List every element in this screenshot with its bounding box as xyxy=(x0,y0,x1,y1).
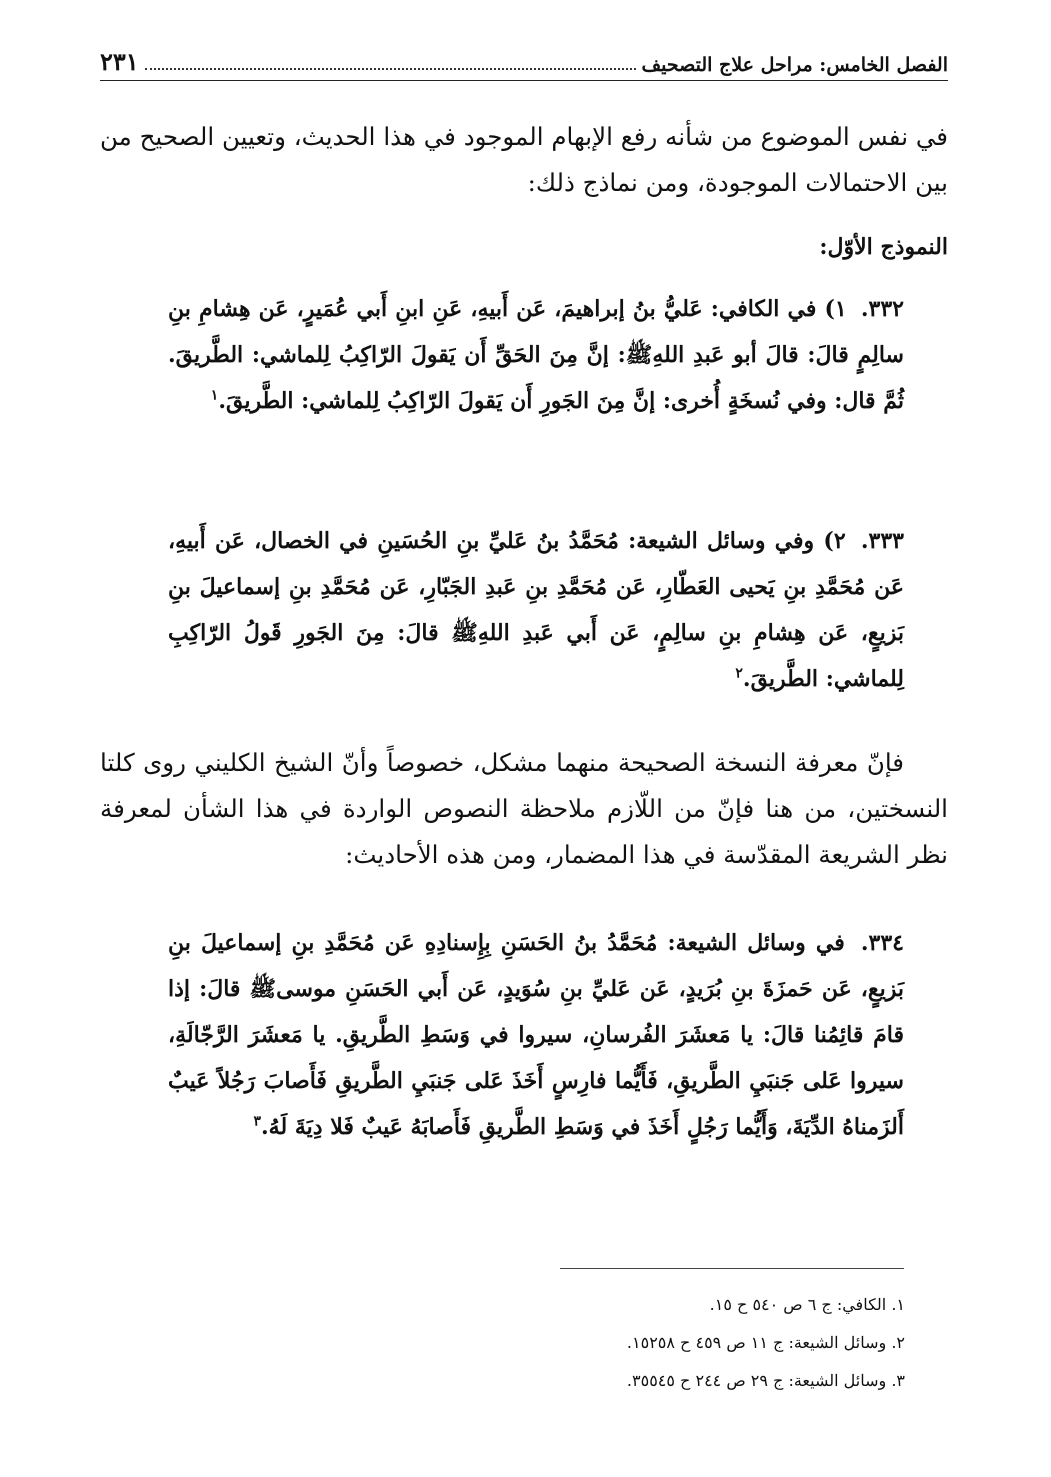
header-rule xyxy=(100,80,948,81)
middle-text: فإنّ معرفة النسخة الصحيحة منهما مشكل، خصوصاً وأنّ الشيخ الكليني روى كلتا النسختين، من هنا فإنّ من اللّازم ملاحظة النصوص الواردة في هذا الشأن لمعرفة نظر الشريعة المقدّسة في هذا المضمار، ومن هذه الأحاديث: xyxy=(100,748,948,869)
page-number: ٢٣١ xyxy=(100,47,139,76)
middle-paragraph xyxy=(100,740,948,878)
hadith-332 xyxy=(168,286,904,424)
footnote-1: ١. الكافي: ج ٦ ص ٥٤٠ ح ١٥. xyxy=(709,1295,905,1314)
footnote-ref: ١ xyxy=(210,387,219,404)
hadith-number: ٣٣٤. xyxy=(860,930,904,956)
footnote-ref: ٢ xyxy=(735,665,743,682)
chapter-title: الفصل الخامس: مراحل علاج التصحيف xyxy=(641,54,948,76)
hadith-text: ١) في الكافي: عَليُّ بنُ إبراهيمَ، عَن أَبيهِ، عَنِ ابنِ أَبي عُمَيرٍ، عَن هِشامِ بنِ سالِمٍ قالَ: قالَ أبو عَبدِ اللهِ‏ﷺ: إنَّ مِنَ الحَقِّ أَن يَقولَ الرّاكِبُ لِلماشي: الطَّريقَ. ثُمَّ قال: وفي نُسخَةٍ أُخرى: إنَّ مِنَ الجَورِ أَن يَقولَ الرّاكِبُ لِلماشي: الطَّريقَ. xyxy=(168,296,904,414)
footnotes xyxy=(505,1286,905,1400)
intro-paragraph xyxy=(100,114,948,206)
footnote-3: ٣. وسائل الشيعة: ج ٢٩ ص ٢٤٤ ح ٣٥٥٤٥. xyxy=(626,1371,905,1390)
hadith-333 xyxy=(168,518,904,702)
section-heading: النموذج الأوّل: xyxy=(819,234,948,260)
hadith-text: في وسائل الشيعة: مُحَمَّدُ بنُ الحَسَنِ بِإِسنادِهِ عَن مُحَمَّدِ بنِ إسماعيلَ بنِ بَزيعٍ، عَن حَمزَةَ بنِ بُرَيدٍ، عَن عَليِّ بنِ سُوَيدٍ، عَن أَبي الحَسَنِ موسى‏ﷺ قالَ: إذا قامَ قائِمُنا قالَ: يا مَعشَرَ الفُرسانِ، سيروا في وَسَطِ الطَّريقِ. يا مَعشَرَ الرَّجّالَةِ، سيروا عَلى جَنبَيِ الطَّريقِ، فَأَيُّما فارِسٍ أَخَذَ عَلى جَنبَيِ الطَّريقِ فَأَصابَ رَجُلاً عَيبٌ أَلزَمناهُ الدِّيَةَ، وَأَيُّما رَجُلٍ أَخَذَ في وَسَطِ الطَّريقِ فَأَصابَهُ عَيبٌ فَلا دِيَةَ لَهُ. xyxy=(168,930,904,1140)
running-header xyxy=(100,40,948,76)
footnote-2: ٢. وسائل الشيعة: ج ١١ ص ٤٥٩ ح ١٥٢٥٨. xyxy=(626,1333,905,1352)
hadith-334 xyxy=(168,920,904,1150)
footnote-ref: ٣ xyxy=(253,1113,261,1130)
dot-leader xyxy=(145,68,636,70)
hadith-number: ٣٣٣. xyxy=(860,528,904,554)
hadith-text: ٢) وفي وسائل الشيعة: مُحَمَّدُ بنُ عَليِّ بنِ الحُسَينِ في الخصال، عَن أَبيهِ، عَن مُحَمَّدِ بنِ يَحيى العَطّارِ، عَن مُحَمَّدِ بنِ عَبدِ الجَبّارِ، عَن مُحَمَّدِ بنِ إسماعيلَ بنِ بَزيعٍ، عَن هِشامِ بنِ سالِمٍ، عَن أَبي عَبدِ اللهِ‏ﷺ قالَ: مِنَ الجَورِ قَولُ الرّاكِبِ لِلماشي: الطَّريقَ. xyxy=(168,528,904,692)
hadith-number: ٣٣٢. xyxy=(860,296,904,322)
intro-text: في نفس الموضوع من شأنه رفع الإبهام الموجود في هذا الحديث، وتعيين الصحيح من بين الاحتمالات الموجودة، ومن نماذج ذلك: xyxy=(100,122,948,197)
footnote-separator xyxy=(560,1268,904,1269)
